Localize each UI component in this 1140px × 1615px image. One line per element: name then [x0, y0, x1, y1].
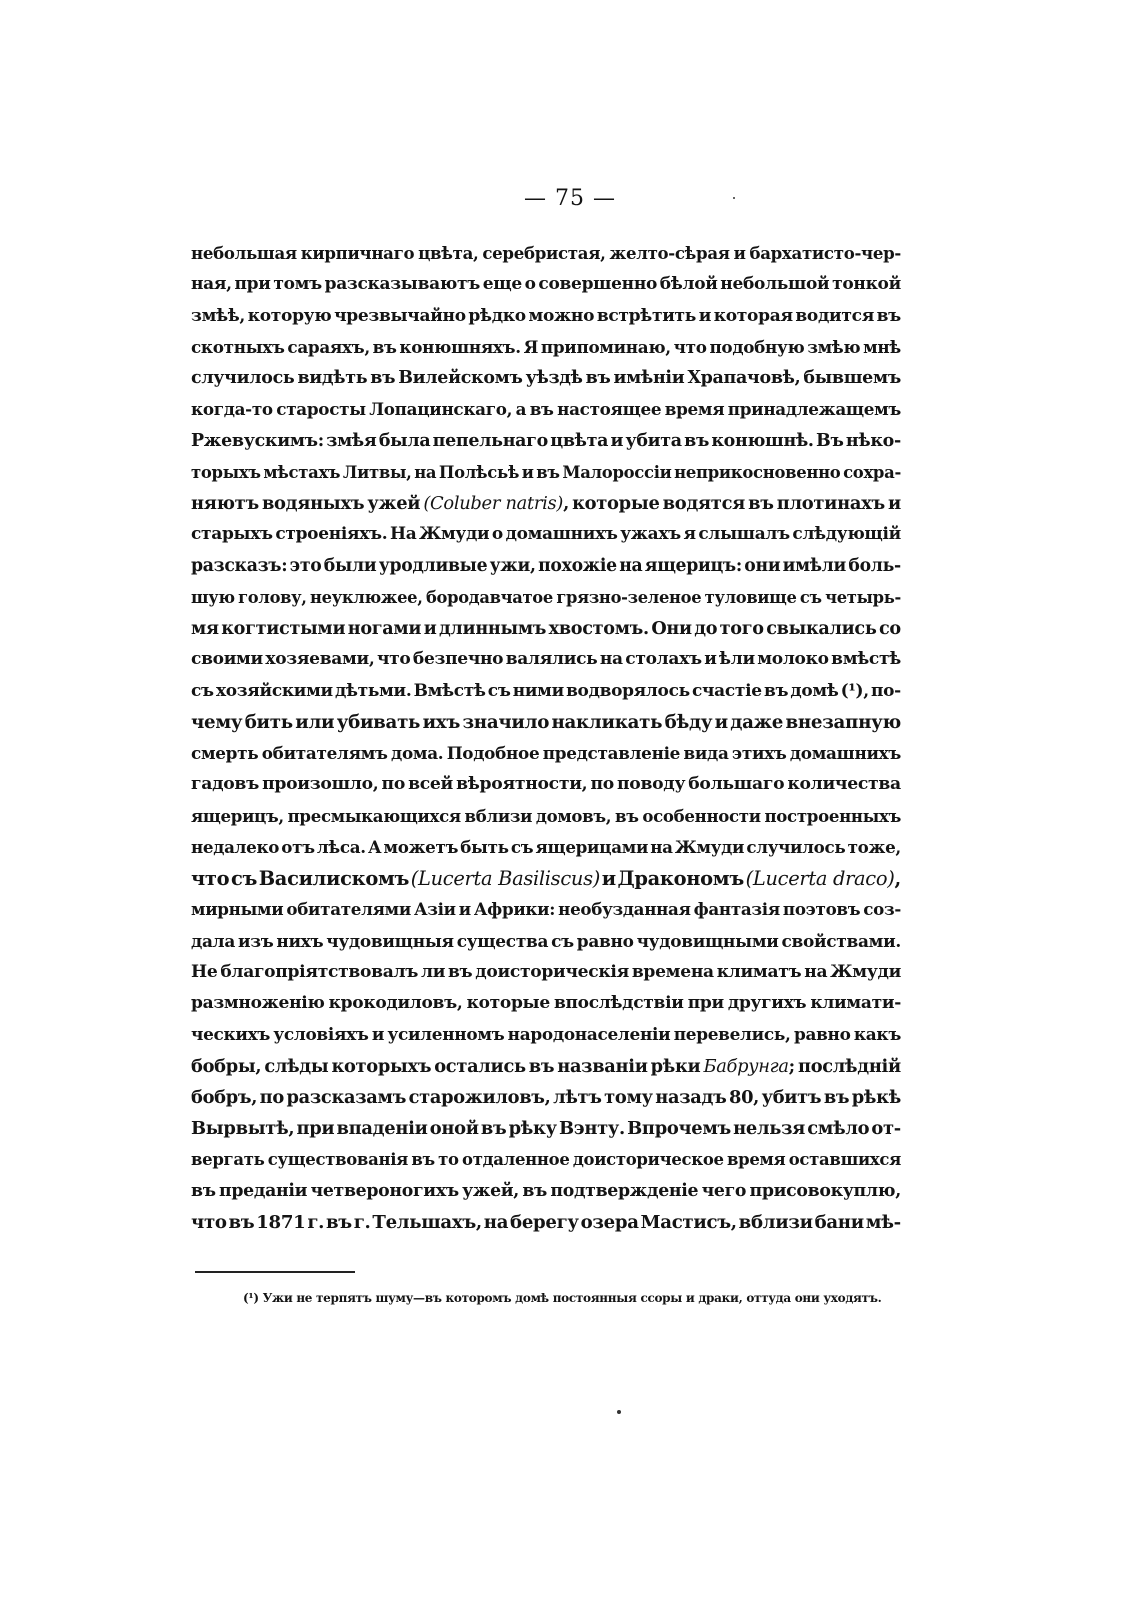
text-line: гадовъ произошло, по всей вѣроятности, по поводу большаго количества	[191, 774, 901, 795]
text-line: ная, при томъ разсказываютъ еще о совершенно бѣлой небольшой тонкой	[191, 274, 901, 295]
text-line: что съ Василискомъ (Lucerta Basiliscus) и Дракономъ (Lucerta draco),	[191, 867, 901, 890]
text-line: торыхъ мѣстахъ Литвы, на Полѣсьѣ и въ Малороссіи неприкосновенно сохра-	[191, 462, 901, 482]
text-line: разсказъ: это были уродливые ужи, похожіе на ящерицъ: они имѣли боль-	[191, 555, 901, 576]
text-line: когда-то старосты Лопацинскаго, а въ настоящее время принадлежащемъ	[191, 399, 901, 420]
text-line: смерть обитателямъ дома. Подобное представленіе вида этихъ домашнихъ	[191, 743, 901, 763]
text-line: Вырвытѣ, при впаденіи оной въ рѣку Вэнту. Впрочемъ нельзя смѣло от-	[191, 1118, 901, 1139]
text-line: въ преданіи четвероногихъ ужей, въ подтвержденіе чего присовокуплю,	[191, 1180, 901, 1201]
text-line: старыхъ строеніяхъ. На Жмуди о домашнихъ ужахъ я слышалъ слѣдующій	[191, 524, 901, 545]
text-line: размноженію крокодиловъ, которые впослѣдствіи при другихъ климати-	[191, 993, 901, 1013]
text-line: скотныхъ сараяхъ, въ конюшняхъ. Я припоминаю, что подобную змѣю мнѣ	[191, 336, 901, 357]
text-line: Не благопріятствовалъ ли въ доисторическія времена климатъ на Жмуди	[191, 961, 901, 982]
text-line: своими хозяевами, что безпечно валялись на столахъ и ѣли молоко вмѣстѣ	[191, 649, 901, 670]
text-line: мя когтистыми ногами и длиннымъ хвостомъ. Они до того свыкались со	[191, 618, 901, 639]
text-line: чему бить или убивать ихъ значило накликать бѣду и даже внезапную	[191, 711, 901, 733]
text-line: вергать существованія въ то отдаленное доисторическое время оставшихся	[191, 1150, 901, 1170]
scan-speck	[733, 197, 735, 199]
footnote: (¹) Ужи не терпятъ шуму—въ которомъ домѣ постоянныя ссоры и драки, оттуда они уходятъ.	[243, 1291, 882, 1305]
body-text	[191, 238, 901, 1238]
text-line: недалеко отъ лѣса. А можетъ быть съ ящерицами на Жмуди случилось тоже,	[191, 836, 901, 857]
text-line: змѣѣ, которую чрезвычайно рѣдко можно встрѣтить и которая водится въ	[191, 305, 901, 326]
text-line: дала изъ нихъ чудовищныя существа съ равно чудовищными свойствами.	[191, 930, 901, 951]
page-number: — 75 —	[524, 186, 616, 211]
footnote-rule	[195, 1271, 355, 1273]
text-line: ящерицъ, пресмыкающихся вблизи домовъ, въ особенности построенныхъ	[191, 805, 901, 826]
text-line: случилось видѣть въ Вилейскомъ уѣздѣ въ имѣніи Храпачовѣ, бывшемъ	[191, 368, 901, 388]
text-line: бобры, слѣды которыхъ остались въ названіи рѣки Бабрунга; послѣдній	[191, 1055, 901, 1077]
text-line: мирными обитателями Азіи и Африки: необузданная фантазія поэтовъ соз-	[191, 899, 901, 920]
text-line: Ржевускимъ: змѣя была пепельнаго цвѣта и убита въ конюшнѣ. Въ нѣко-	[191, 430, 901, 451]
text-line: няютъ водяныхъ ужей (Coluber natris), которые водятся въ плотинахъ и	[191, 493, 901, 514]
text-line: что въ 1871 г. въ г. Тельшахъ, на берегу озера Мастисъ, вблизи бани мѣ-	[191, 1211, 901, 1233]
text-line: шую голову, неуклюжее, бородавчатое грязно-зеленое туловище съ четырь-	[191, 587, 901, 607]
text-line: бобръ, по разсказамъ старожиловъ, лѣтъ тому назадъ 80, убитъ въ рѣкѣ	[191, 1086, 901, 1108]
text-line: съ хозяйскими дѣтьми. Вмѣстѣ съ ними водворялось счастіе въ домѣ (¹), по-	[191, 680, 901, 701]
text-line: небольшая кирпичнаго цвѣта, серебристая, желто-сѣрая и бархатисто-чер-	[191, 243, 901, 263]
scan-speck	[617, 1410, 621, 1414]
text-line: ческихъ условіяхъ и усиленномъ народонаселеніи перевелись, равно какъ	[191, 1024, 901, 1045]
